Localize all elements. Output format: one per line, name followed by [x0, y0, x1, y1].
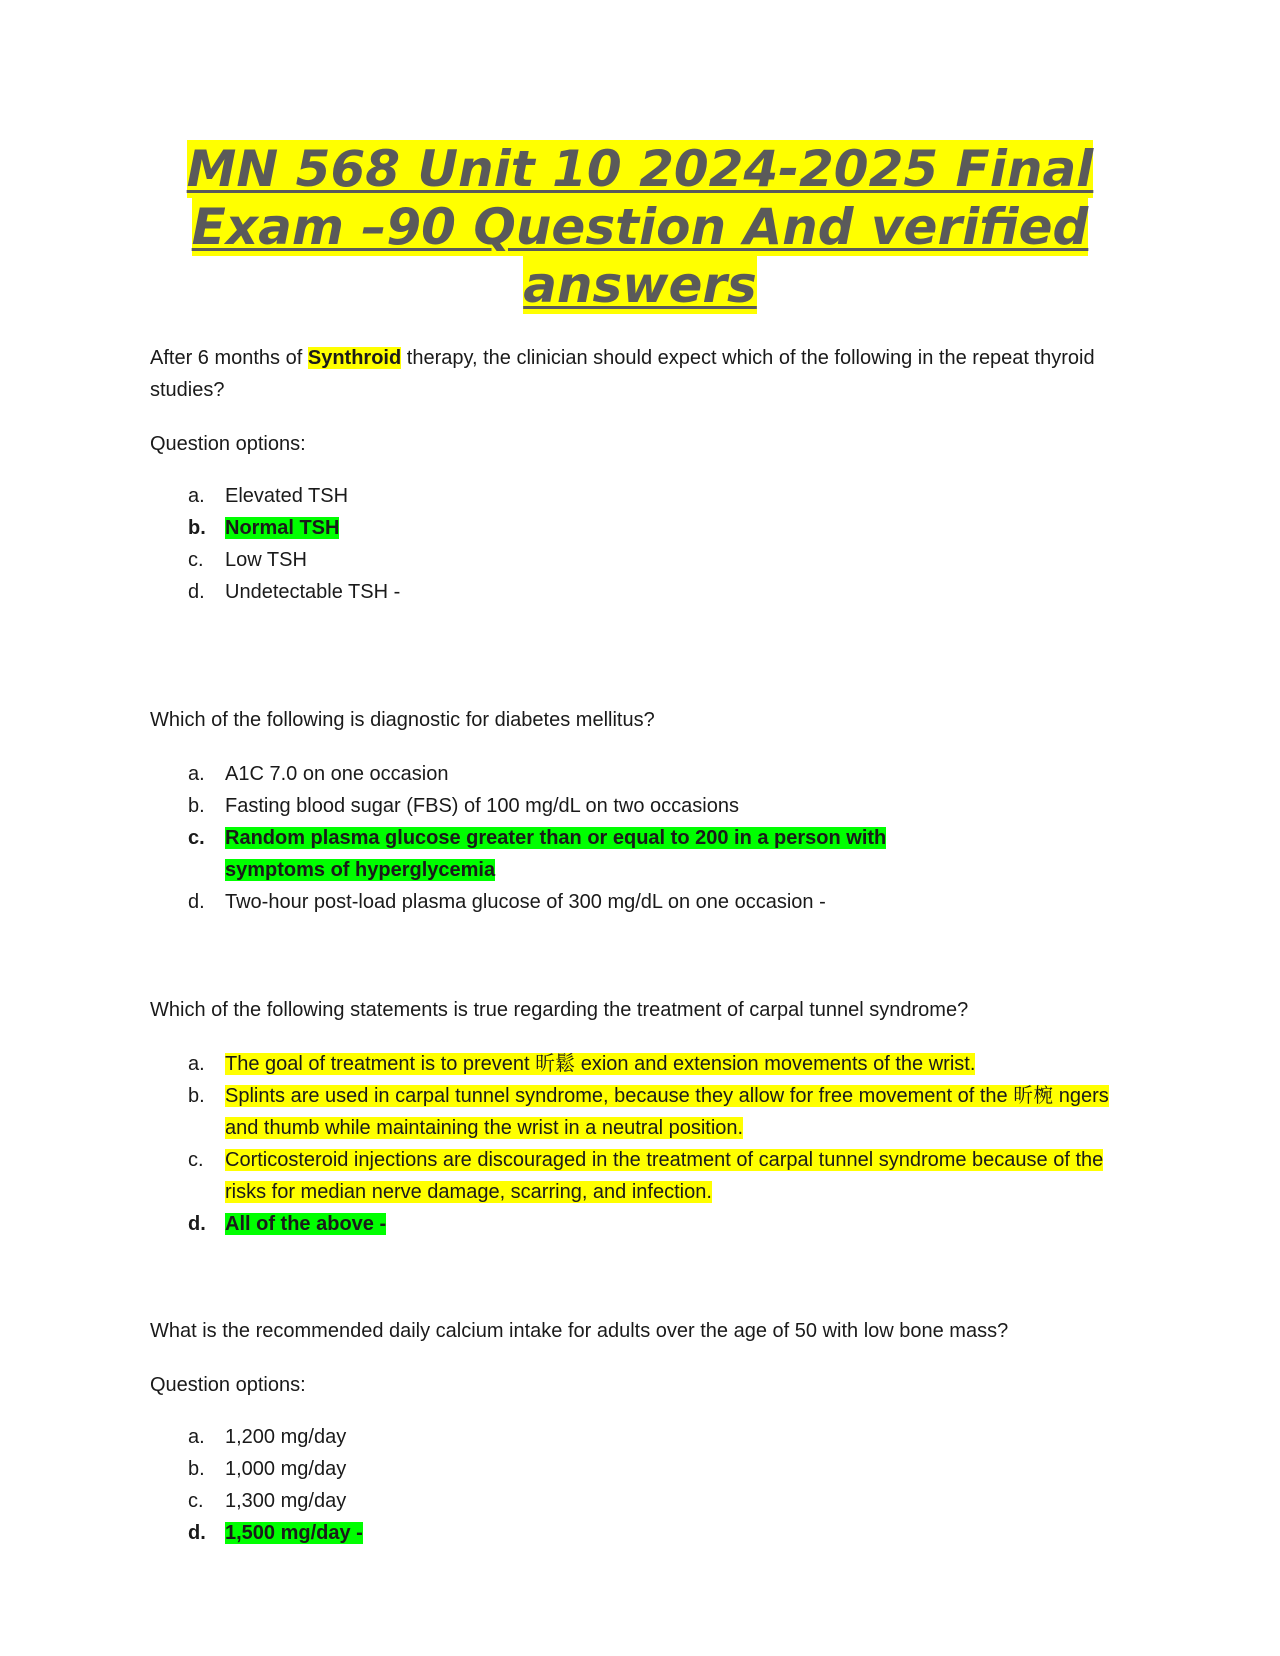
question-1 [150, 342, 1130, 608]
title-line-2: Exam –90 Question And verified [191, 198, 1089, 256]
question-1-options-label: Question options: [150, 433, 306, 455]
title-line-3: answers [523, 256, 757, 314]
option-item: b. Fasting blood sugar (FBS) of 100 mg/dL on two occasions [188, 795, 739, 817]
question-4-options-label: Question options: [150, 1374, 306, 1396]
question-2-text: Which of the following is diagnostic for diabetes mellitus? [150, 709, 655, 731]
option-item-answer: b. Normal TSH [188, 517, 340, 539]
question-3 [150, 994, 1130, 1240]
option-item: c. 1,300 mg/day [188, 1490, 347, 1512]
question-1-options [150, 480, 1130, 608]
synthroid-highlight: Synthroid [307, 347, 402, 369]
option-item: a. Elevated TSH [188, 485, 349, 507]
option-item: b. 1,000 mg/day [188, 1458, 347, 1480]
question-2-options [150, 758, 1130, 918]
option-item: a. The goal of treatment is to prevent 昕鬆 exion and extension movements of the wrist. [188, 1053, 976, 1075]
option-item-answer: c. Random plasma glucose greater than or equal to 200 in a person with symptoms of hyperglycemia [188, 827, 887, 881]
document-title [150, 140, 1130, 314]
option-item: c. Corticosteroid injections are discouraged in the treatment of carpal tunnel syndrome because of the risks for median nerve damage, scarring, and infection. [188, 1149, 1104, 1203]
option-item-answer: d. 1,500 mg/day - [188, 1522, 363, 1544]
question-2 [150, 704, 1130, 918]
question-3-text: Which of the following statements is true regarding the treatment of carpal tunnel syndrome? [150, 999, 969, 1021]
question-4-text: What is the recommended daily calcium intake for adults over the age of 50 with low bone mass? [150, 1320, 1009, 1342]
title-line-1: MN 568 Unit 10 2024-2025 Final [186, 140, 1094, 198]
option-item: d. Two-hour post-load plasma glucose of 300 mg/dL on one occasion - [188, 891, 826, 913]
question-4 [150, 1315, 1130, 1549]
option-item: c. Low TSH [188, 549, 307, 571]
option-item: d. Undetectable TSH - [188, 581, 401, 603]
question-4-options [150, 1421, 1130, 1549]
option-item: a. 1,200 mg/day [188, 1426, 347, 1448]
option-item: b. Splints are used in carpal tunnel syndrome, because they allow for free movement of the 昕椀 ngers and thumb while maintaining the wrist in a neutral position. [188, 1085, 1109, 1139]
question-3-options [150, 1048, 1130, 1240]
question-1-text: After 6 months of Synthroid therapy, the clinician should expect which of the following in the repeat thyroid studies? [150, 347, 1095, 401]
option-item-answer: d. All of the above - [188, 1213, 387, 1235]
option-item: a. A1C 7.0 on one occasion [188, 763, 449, 785]
